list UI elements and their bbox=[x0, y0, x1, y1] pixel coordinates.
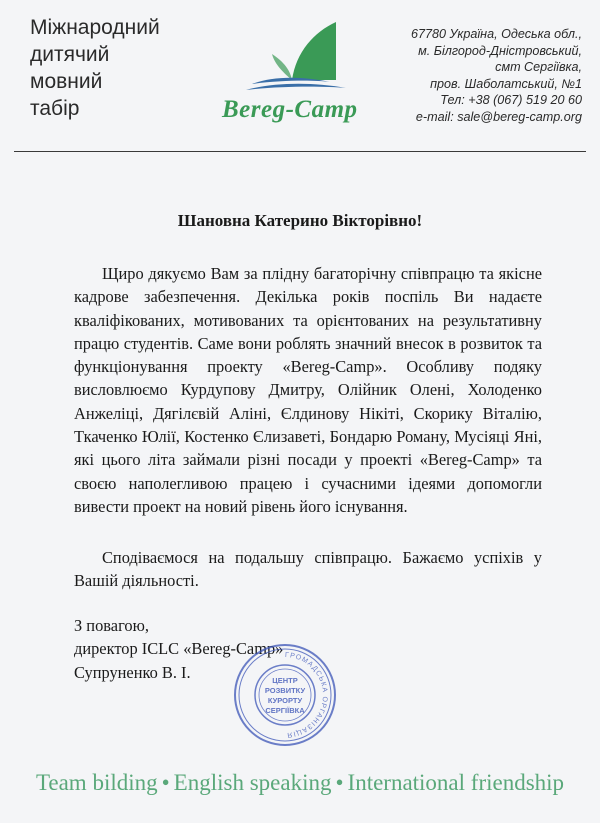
header-divider bbox=[14, 151, 586, 152]
address-line: м. Білгород-Дністровський, bbox=[418, 43, 582, 58]
stamp-seal-icon bbox=[230, 640, 340, 750]
address-line: 67780 Україна, Одеська обл., bbox=[410, 27, 582, 41]
address-line: смт Сергіївка, bbox=[495, 60, 582, 74]
contact-block bbox=[352, 26, 582, 125]
org-name-line: Міжнародний bbox=[30, 16, 160, 39]
stamp-ring-text: ГРОМАДСЬКА ОРГАНІЗАЦІЯ bbox=[284, 651, 329, 739]
slogan-item: English speaking bbox=[173, 770, 332, 795]
slogan-item: International friendship bbox=[347, 770, 565, 795]
org-name-line: мовний bbox=[30, 70, 103, 93]
body-paragraph: Щиро дякуємо Вам за плідну багаторічну співпрацю та якісне кадрове забезпечення. Декілька років поспіль Ви надаєте кваліфікованих, мотивованих та орієнтованих на результативну працю студентів. Саме вони роблять значний внесок в розвиток та функціонування проекту «Bereg-Camp». Особливу подяку висловлюємо Курдупову Дмитру, Олійник Олені, Холоденко Анжеліці, Дягілєвій Аліні, Єлдинову Нікіті, Скорику Віталію, Ткаченко Юлії, Костенко Єлизаветі, Бондарю Роману, Мусіяці Яні, які цього літа займали різні посади у проекті «Bereg-Camp» та своєю наполегливою працею і сучасними ідеями допомогли вивести проект на новий рівень його існування. bbox=[74, 264, 542, 516]
footer-slogan bbox=[0, 770, 600, 796]
stamp-center-line: СЕРГІЇВКА bbox=[265, 706, 305, 715]
closing: З повагою, bbox=[74, 616, 149, 635]
body-paragraph: Сподіваємося на подальшу співпрацю. Бажаємо успіхів у Вашій діяльності. bbox=[74, 548, 542, 591]
stamp-center-line: ЦЕНТР bbox=[272, 676, 298, 685]
slogan-item: Team bilding bbox=[35, 770, 158, 795]
slogan-separator: • bbox=[161, 770, 170, 795]
official-stamp bbox=[230, 640, 340, 750]
svg-text:ГРОМАДСЬКА ОРГАНІЗАЦІЯ bbox=[285, 652, 328, 738]
brand-name: Bereg-Camp bbox=[222, 96, 358, 123]
organization-name bbox=[30, 14, 210, 122]
org-name-line: дитячий bbox=[30, 43, 110, 66]
salutation: Шановна Катерино Вікторівно! bbox=[177, 211, 423, 230]
slogan-separator: • bbox=[335, 770, 344, 795]
stamp-center-line: КУРОРТУ bbox=[267, 696, 303, 705]
signer-name: Супруненко В. І. bbox=[74, 662, 191, 682]
stamp-center-line: РОЗВИТКУ bbox=[264, 686, 306, 695]
org-name-line: табір bbox=[30, 97, 80, 120]
email-line: e-mail: sale@bereg-camp.org bbox=[415, 109, 582, 124]
phone-line: Тел: +38 (067) 519 20 60 bbox=[440, 93, 582, 107]
signer-title: директор ICLC «Bereg-Camp» bbox=[74, 639, 284, 659]
address-line: пров. Шаболатський, №1 bbox=[430, 76, 582, 91]
